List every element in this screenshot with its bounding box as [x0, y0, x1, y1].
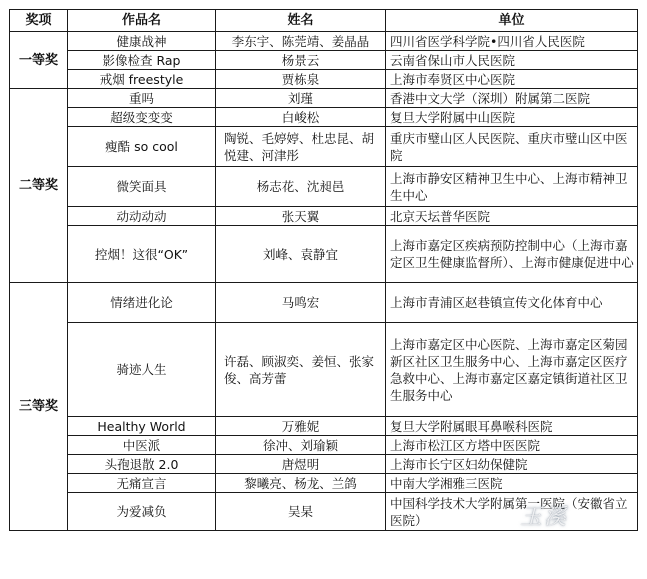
- work-name: 骑迹人生: [68, 323, 216, 417]
- work-name: 影像检查 Rap: [68, 51, 216, 70]
- award-second-prize: 二等奖: [10, 89, 68, 283]
- unit-name: 上海市嘉定区疾病预防控制中心（上海市嘉定区卫生健康监督所）、上海市健康促进中心: [386, 226, 638, 283]
- table-row: [10, 283, 638, 323]
- unit-name: 复旦大学附属眼耳鼻喉科医院: [386, 417, 638, 436]
- work-name: 头孢退散 2.0: [68, 455, 216, 474]
- table-row: [10, 323, 638, 417]
- header-award: 奖项: [10, 10, 68, 32]
- work-name: 微笑面具: [68, 167, 216, 207]
- unit-name: 上海市长宁区妇幼保健院: [386, 455, 638, 474]
- award-third-prize: 三等奖: [10, 283, 68, 531]
- unit-name: 云南省保山市人民医院: [386, 51, 638, 70]
- unit-name: 香港中文大学（深圳）附属第二医院: [386, 89, 638, 108]
- awards-table: [9, 9, 638, 531]
- table-row: [10, 207, 638, 226]
- table-row: [10, 167, 638, 207]
- unit-name: 复旦大学附属中山医院: [386, 108, 638, 127]
- work-name: 超级变变变: [68, 108, 216, 127]
- unit-name: 上海市松江区方塔中医医院: [386, 436, 638, 455]
- header-author: 姓名: [216, 10, 386, 32]
- author-names: 刘峰、袁静宜: [216, 226, 386, 283]
- watermark-text: 玉溪: [520, 505, 569, 530]
- unit-name: 北京天坛普华医院: [386, 207, 638, 226]
- table-row: [10, 32, 638, 51]
- work-name: 为爱减负: [68, 493, 216, 531]
- work-name: 健康战神: [68, 32, 216, 51]
- table-row: [10, 493, 638, 531]
- work-name: 戒烟 freestyle: [68, 70, 216, 89]
- author-names: 黎曦亮、杨龙、兰鸽: [216, 474, 386, 493]
- unit-name: 中国科学技术大学附属第一医院（安徽省立医院）: [386, 493, 638, 531]
- table-row: [10, 436, 638, 455]
- author-names: 刘瑾: [216, 89, 386, 108]
- table-row: [10, 417, 638, 436]
- unit-name: 中南大学湘雅三医院: [386, 474, 638, 493]
- unit-name: 上海市嘉定区中心医院、上海市嘉定区菊园新区社区卫生服务中心、上海市嘉定区医疗急救中心、上海市嘉定区嘉定镇街道社区卫生服务中心: [386, 323, 638, 417]
- table-row: [10, 474, 638, 493]
- unit-name: 上海市静安区精神卫生中心、上海市精神卫生中心: [386, 167, 638, 207]
- author-names: 万雅妮: [216, 417, 386, 436]
- work-name: 重吗: [68, 89, 216, 108]
- unit-name: 四川省医学科学院•四川省人民医院: [386, 32, 638, 51]
- author-names: 贾栋泉: [216, 70, 386, 89]
- author-names: 白峻松: [216, 108, 386, 127]
- author-names: 陶锐、毛婷婷、杜忠昆、胡悦建、河津彤: [216, 127, 386, 167]
- work-name: 瘦酷 so cool: [68, 127, 216, 167]
- table-row: [10, 226, 638, 283]
- author-names: 杨景云: [216, 51, 386, 70]
- table-row: [10, 89, 638, 108]
- table-row: [10, 70, 638, 89]
- unit-name: 上海市青浦区赵巷镇宣传文化体育中心: [386, 283, 638, 323]
- award-first-prize: 一等奖: [10, 32, 68, 89]
- unit-name: 重庆市璧山区人民医院、重庆市璧山区中医院: [386, 127, 638, 167]
- author-names: 许磊、顾淑奕、姜恒、张家俊、高芳蕾: [216, 323, 386, 417]
- work-name: 情绪进化论: [68, 283, 216, 323]
- header-work: 作品名: [68, 10, 216, 32]
- table-row: [10, 108, 638, 127]
- table-header-row: [10, 10, 638, 32]
- author-names: 唐煜明: [216, 455, 386, 474]
- work-name: 中医派: [68, 436, 216, 455]
- work-name: 无痛宣言: [68, 474, 216, 493]
- author-names: 吴杲: [216, 493, 386, 531]
- author-names: 徐冲、刘瑜颖: [216, 436, 386, 455]
- table-row: [10, 455, 638, 474]
- author-names: 马鸣宏: [216, 283, 386, 323]
- work-name: Healthy World: [68, 417, 216, 436]
- author-names: 张天翼: [216, 207, 386, 226]
- work-name: 控烟！这很“OK”: [68, 226, 216, 283]
- author-names: 李东宇、陈莞靖、姜晶晶: [216, 32, 386, 51]
- header-unit: 单位: [386, 10, 638, 32]
- work-name: 动动动动: [68, 207, 216, 226]
- table-row: [10, 127, 638, 167]
- unit-name: 上海市奉贤区中心医院: [386, 70, 638, 89]
- table-row: [10, 51, 638, 70]
- author-names: 杨志花、沈昶邑: [216, 167, 386, 207]
